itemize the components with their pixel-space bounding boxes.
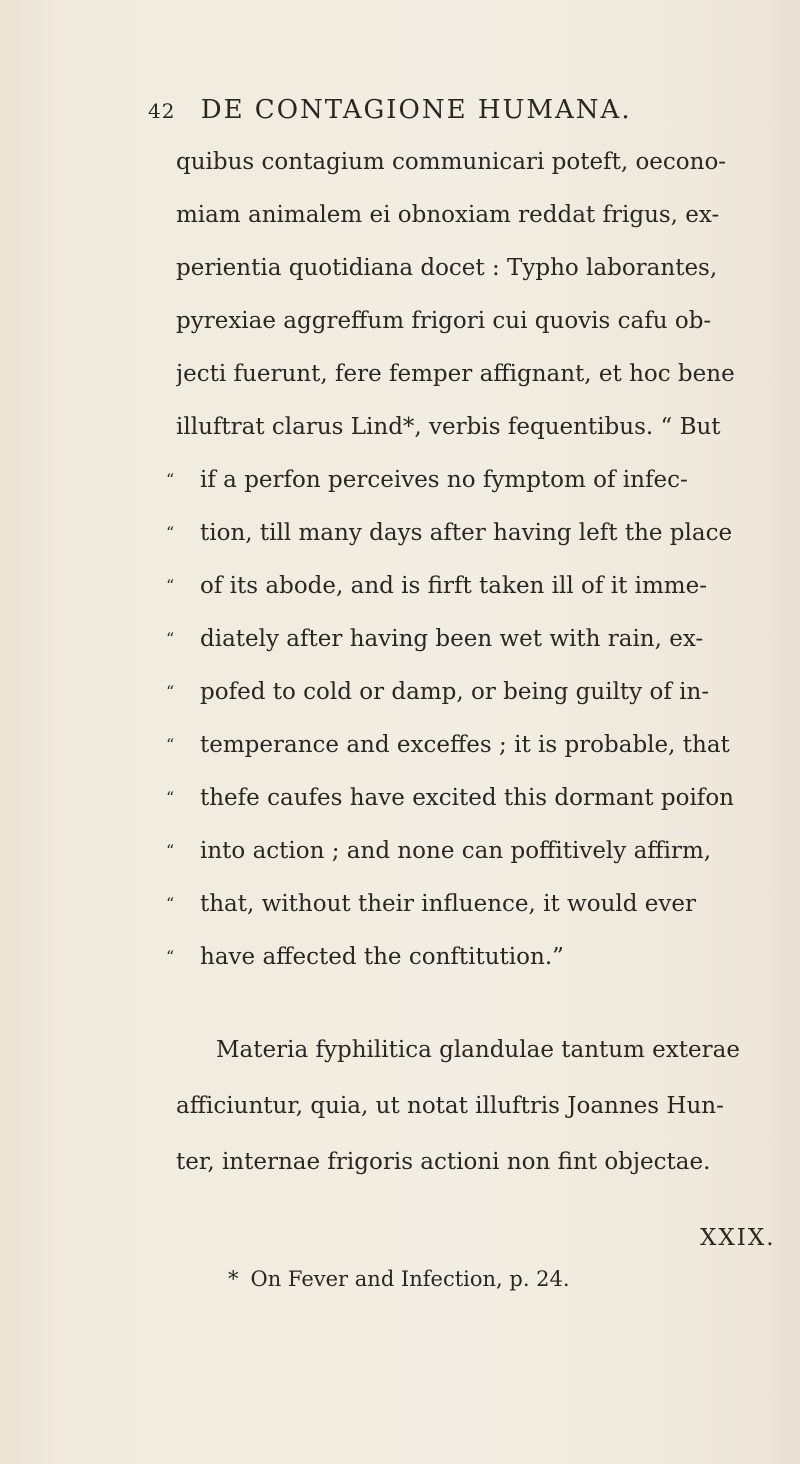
quote-line xyxy=(166,888,778,920)
page-header xyxy=(148,92,632,128)
quote-text: tion, till many days after having left the place xyxy=(200,520,733,546)
quote-text: temperance and exceffes ; it is probable, that xyxy=(200,732,730,758)
text-line: miam animalem ei obnoxiam reddat frigus, ex- xyxy=(176,202,720,228)
quotation-mark: “ xyxy=(166,523,175,542)
quotation-mark: “ xyxy=(166,788,175,807)
quote-line xyxy=(166,729,778,761)
text-line: quibus contagium communicari poteft, oecono- xyxy=(176,149,727,175)
quotation-mark: “ xyxy=(166,841,175,860)
running-title: DE CONTAGIONE HUMANA. xyxy=(200,95,632,125)
quote-line xyxy=(166,623,778,655)
text-line: perientia quotidiana docet : Typho laborantes, xyxy=(176,255,718,281)
text-line: jecti fuerunt, fere femper affignant, et hoc bene xyxy=(176,361,735,387)
quote-text: of its abode, and is firft taken ill of it imme- xyxy=(200,573,707,599)
quote-text: if a perfon perceives no fymptom of infec- xyxy=(200,467,688,493)
quote-line xyxy=(166,570,778,602)
quotation-mark: “ xyxy=(166,947,175,966)
quote-text: diately after having been wet with rain, ex- xyxy=(200,626,704,652)
quotation-mark: “ xyxy=(166,576,175,595)
quotation-mark: “ xyxy=(166,629,175,648)
text-line: Materia fyphilitica glandulae tantum exterae xyxy=(216,1037,740,1063)
text-line: pyrexiae aggreffum frigori cui quovis cafu ob- xyxy=(176,308,712,334)
quote-line xyxy=(166,941,778,973)
text-line: ter, internae frigoris actioni non fint objectae. xyxy=(176,1149,711,1175)
footnote-text: On Fever and Infection, p. 24. xyxy=(250,1267,570,1291)
quotation-mark: “ xyxy=(166,894,175,913)
quote-text: thefe caufes have excited this dormant poifon xyxy=(200,785,734,811)
quote-text: pofed to cold or damp, or being guilty of in- xyxy=(200,679,710,705)
quote-line xyxy=(166,782,778,814)
quotation-mark: “ xyxy=(166,682,175,701)
quote-line xyxy=(166,676,778,708)
page-number: 42 xyxy=(148,99,176,123)
quote-text: into action ; and none can poffitively affirm, xyxy=(200,838,712,864)
catchword: XXIX. xyxy=(700,1225,776,1251)
quote-text: have affected the conftitution.” xyxy=(200,944,564,970)
quote-line xyxy=(166,517,778,549)
quote-line xyxy=(166,464,778,496)
footnote-mark: * xyxy=(228,1267,239,1291)
footnote xyxy=(228,1264,570,1294)
text-line: illuftrat clarus Lind*, verbis fequentibus. “ But xyxy=(176,414,721,440)
quote-line xyxy=(166,835,778,867)
quotation-mark: “ xyxy=(166,735,175,754)
quotation-mark: “ xyxy=(166,470,175,489)
quote-text: that, without their influence, it would ever xyxy=(200,891,696,917)
text-line: afficiuntur, quia, ut notat illuftris Joannes Hun- xyxy=(176,1093,724,1119)
